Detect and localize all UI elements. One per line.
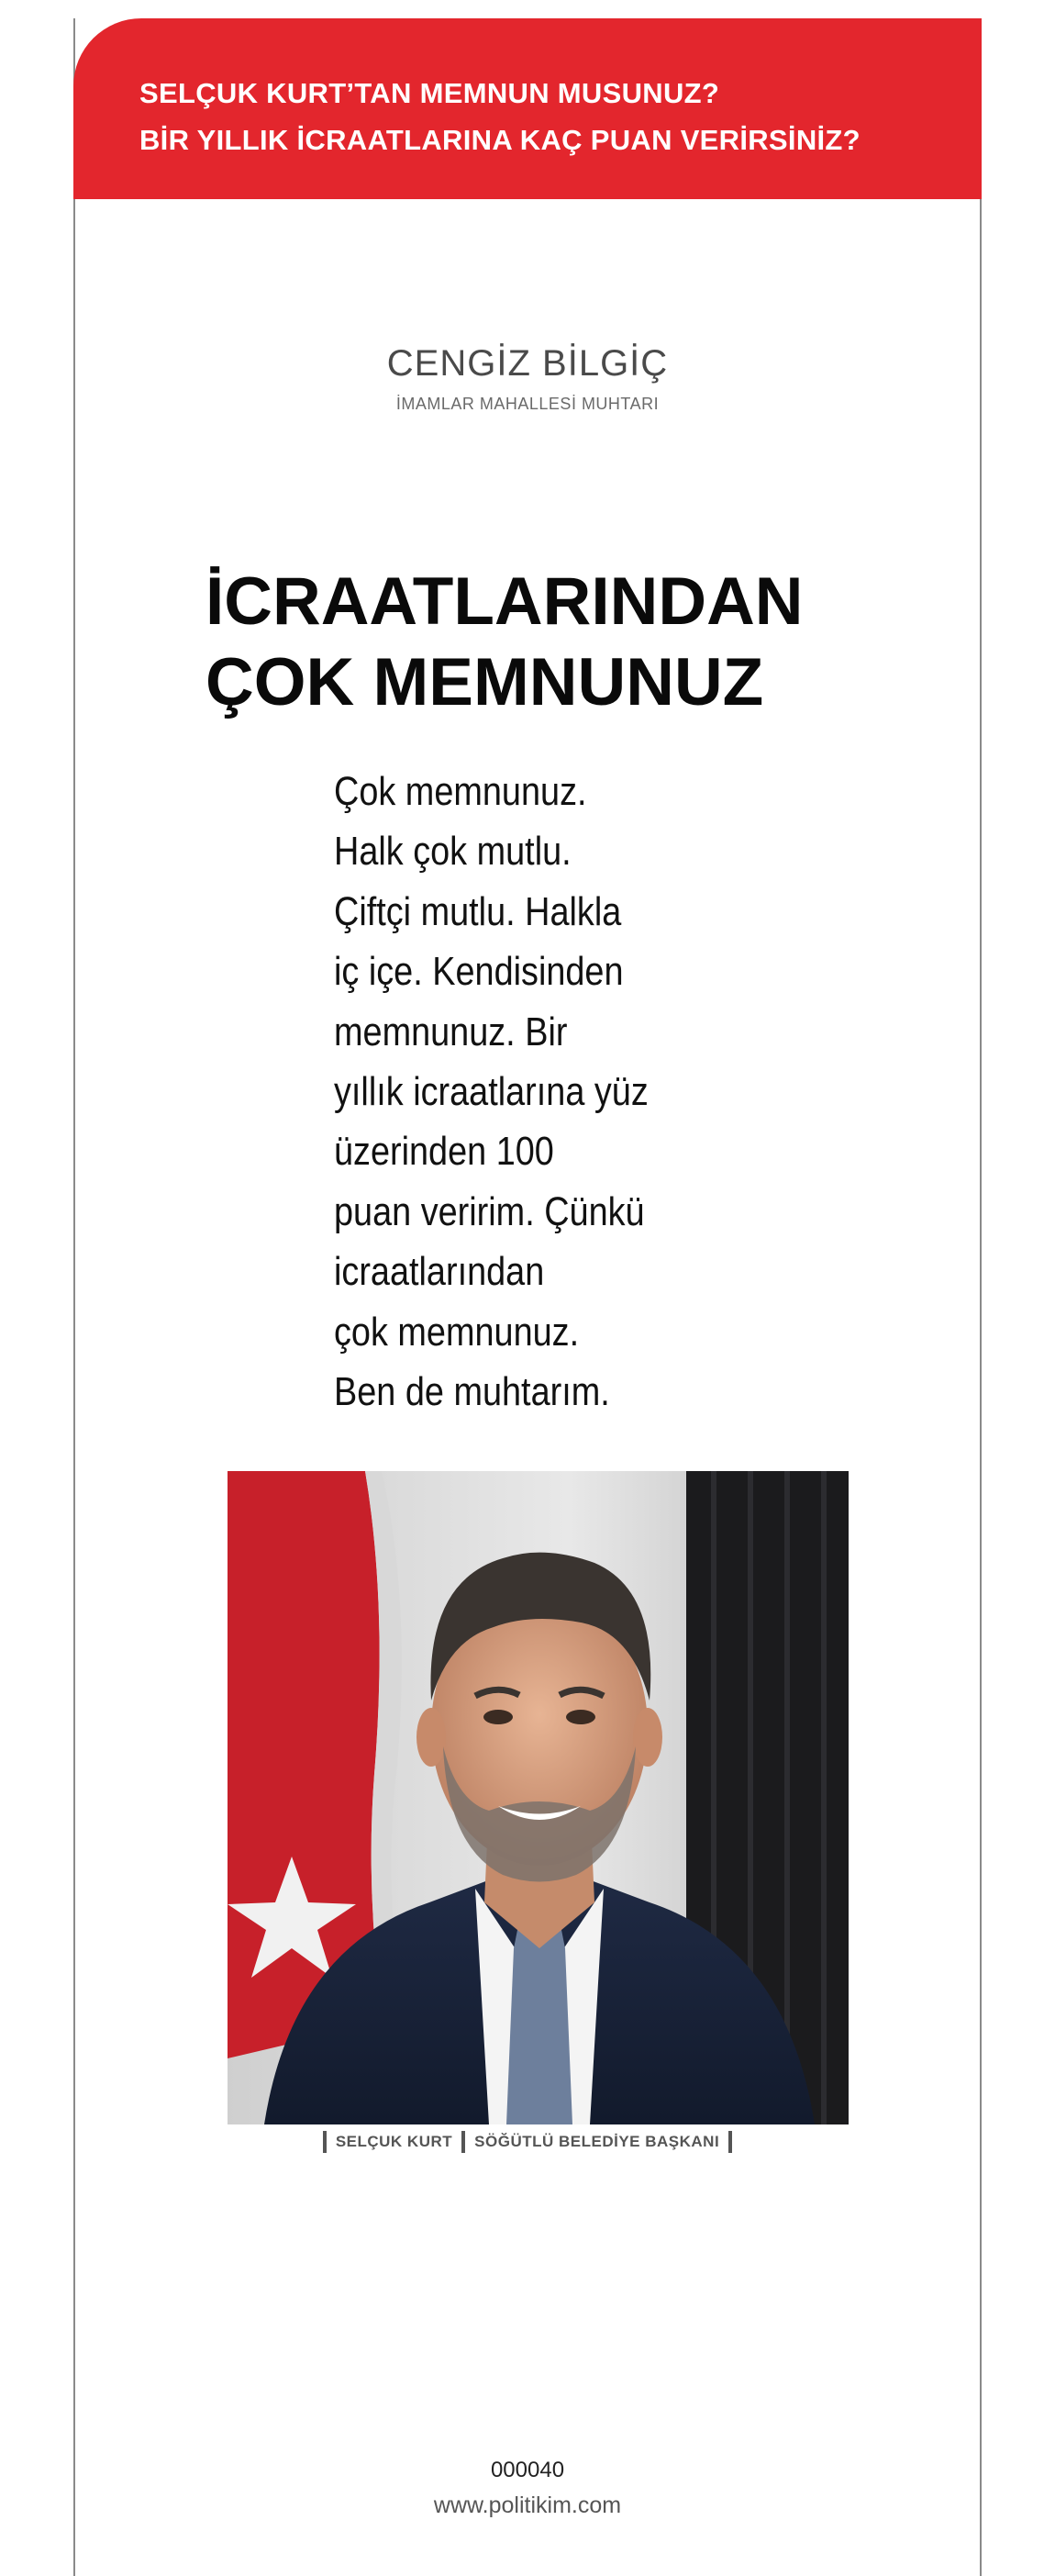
quote-line: üzerinden 100 [334, 1129, 554, 1175]
photo-caption [0, 2131, 1055, 2153]
quote-line: Halk çok mutlu. [334, 829, 572, 875]
quote-line: yıllık icraatlarına yüz [334, 1069, 649, 1115]
banner-question-1: SELÇUK KURT’TAN MEMNUN MUSUNUZ? [139, 77, 720, 109]
headline [205, 562, 804, 723]
caption-divider [728, 2131, 732, 2153]
mayor-portrait-photo [228, 1471, 849, 2124]
author-name: CENGİZ BİLGİÇ [386, 343, 669, 384]
quote-line: çok memnunuz. [334, 1309, 580, 1355]
quote-line: Çok memnunuz. [334, 769, 587, 814]
footer-website: www.politikim.com [433, 2492, 622, 2518]
quote-line: memnunuz. Bir [334, 1009, 568, 1054]
caption-divider [461, 2131, 465, 2153]
headline-line-2: ÇOK MEMNUNUZ [205, 645, 764, 719]
caption-divider [323, 2131, 327, 2153]
caption-name: SELÇUK KURT [335, 2133, 453, 2150]
quote-line: Ben de muhtarım. [334, 1369, 610, 1415]
quote-line: Çiftçi mutlu. Halkla [334, 888, 622, 934]
quote-line: icraatlarından [334, 1249, 545, 1295]
quote-line: puan veririm. Çünkü [334, 1188, 645, 1234]
author-role: İMAMLAR MAHALLESİ MUHTARI [395, 395, 660, 413]
banner-question-2: BİR YILLIK İCRAATLARINA KAÇ PUAN VERİRSİNİZ? [139, 124, 861, 156]
caption-title: SÖĞÜTLÜ BELEDİYE BAŞKANI [474, 2133, 720, 2150]
footer-code: 000040 [490, 2458, 565, 2482]
quote-line: iç içe. Kendisinden [334, 949, 624, 995]
quote-text [334, 762, 700, 1422]
header-banner [73, 18, 982, 199]
headline-line-1: İCRAATLARINDAN [205, 564, 804, 639]
